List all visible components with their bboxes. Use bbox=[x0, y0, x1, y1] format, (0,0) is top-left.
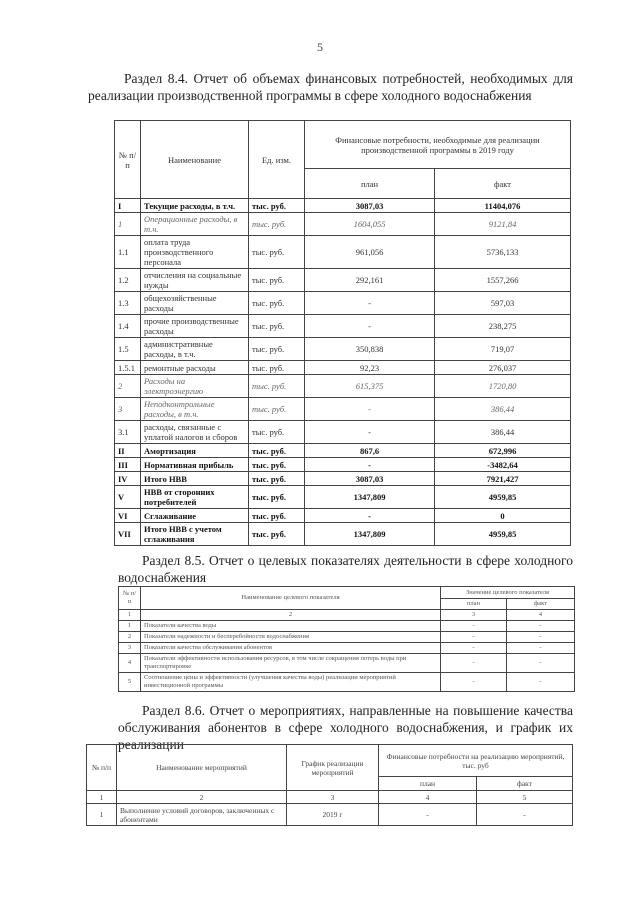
row-fact-value: 386,44 bbox=[435, 398, 571, 421]
row-plan-value: - bbox=[441, 654, 507, 673]
row-fact-value: - bbox=[507, 654, 575, 673]
section-8-4-heading: Раздел 8.4. Отчет об объемах финансовых потребностей, необходимых для реализации производственной программы в сфере холодного водоснабжения bbox=[88, 71, 573, 103]
row-number: 1.4 bbox=[115, 315, 141, 338]
table-row bbox=[115, 398, 571, 421]
table-row bbox=[115, 338, 571, 361]
row-name: ремонтные расходы bbox=[141, 361, 249, 375]
row-name: Показатели качества воды bbox=[141, 621, 441, 632]
row-plan-value: - bbox=[305, 458, 435, 472]
row-fact-value: 9121,84 bbox=[435, 213, 571, 236]
row-plan-value: 1604,055 bbox=[305, 213, 435, 236]
row-fact-value: 11404,076 bbox=[435, 199, 571, 213]
row-number: 1 bbox=[87, 804, 117, 826]
table-row bbox=[119, 654, 575, 673]
row-unit: тыс. руб. bbox=[249, 486, 305, 509]
row-number: IV bbox=[115, 472, 141, 486]
col-plan-header: план bbox=[305, 169, 435, 199]
row-fact-value: 597,03 bbox=[435, 292, 571, 315]
table-row bbox=[115, 199, 571, 213]
table-row bbox=[115, 269, 571, 292]
row-unit: тыс. руб. bbox=[249, 523, 305, 546]
row-fact-value: - bbox=[507, 643, 575, 654]
t2-col-fact-header: факт bbox=[507, 599, 575, 610]
row-fact-value: 0 bbox=[435, 509, 571, 523]
row-number: 1.2 bbox=[115, 269, 141, 292]
row-fact-value: 5736,133 bbox=[435, 236, 571, 269]
row-number: II bbox=[115, 444, 141, 458]
table-row bbox=[115, 472, 571, 486]
t3-index-cell: 3 bbox=[287, 791, 379, 804]
row-plan-value: 1347,809 bbox=[305, 523, 435, 546]
row-unit: тыс. руб. bbox=[249, 509, 305, 523]
row-name: Операционные расходы, в т.ч. bbox=[141, 213, 249, 236]
table-row bbox=[119, 673, 575, 692]
row-name: общехозяйственные расходы bbox=[141, 292, 249, 315]
row-plan-value: 3087,03 bbox=[305, 472, 435, 486]
row-unit: тыс. руб. bbox=[249, 292, 305, 315]
row-name: прочие производственные расходы bbox=[141, 315, 249, 338]
row-number: 4 bbox=[119, 654, 141, 673]
row-unit: тыс. руб. bbox=[249, 315, 305, 338]
row-fact-value: 4959,85 bbox=[435, 486, 571, 509]
row-plan-value: - bbox=[441, 643, 507, 654]
col-name-header: Наименование bbox=[141, 121, 249, 199]
table-row bbox=[115, 236, 571, 269]
table-row bbox=[115, 361, 571, 375]
table-row bbox=[115, 509, 571, 523]
row-name: Амортизация bbox=[141, 444, 249, 458]
col-fact-header: факт bbox=[435, 169, 571, 199]
financial-needs-table bbox=[114, 120, 571, 546]
row-name: административные расходы, в т.ч. bbox=[141, 338, 249, 361]
t3-index-row bbox=[87, 791, 573, 804]
row-fact-value: 238,275 bbox=[435, 315, 571, 338]
table-row bbox=[115, 375, 571, 398]
row-name: Показатели качества обслуживания абонентов bbox=[141, 643, 441, 654]
t2-col-group-header: Значение целевого показателя bbox=[441, 587, 575, 599]
row-name: отчисления на социальные нужды bbox=[141, 269, 249, 292]
table-row bbox=[115, 421, 571, 444]
row-unit: тыс. руб. bbox=[249, 375, 305, 398]
row-fact-value: - bbox=[507, 632, 575, 643]
row-plan-value: 867,6 bbox=[305, 444, 435, 458]
row-name: оплата труда производственного персонала bbox=[141, 236, 249, 269]
row-fact-value: - bbox=[507, 621, 575, 632]
row-plan-value: - bbox=[379, 804, 477, 826]
t3-index-cell: 2 bbox=[117, 791, 287, 804]
row-fact-value: 1720,80 bbox=[435, 375, 571, 398]
row-number: V bbox=[115, 486, 141, 509]
t3-col-fact-header: факт bbox=[477, 777, 573, 791]
row-number: 2 bbox=[115, 375, 141, 398]
row-unit: тыс. руб. bbox=[249, 398, 305, 421]
t3-index-cell: 1 bbox=[87, 791, 117, 804]
row-number: 1 bbox=[119, 621, 141, 632]
row-unit: тыс. руб. bbox=[249, 199, 305, 213]
activities-table bbox=[86, 744, 573, 826]
row-fact-value: -3482,64 bbox=[435, 458, 571, 472]
row-name: Показатели надежности и бесперебойности водоснабжения bbox=[141, 632, 441, 643]
row-plan-value: - bbox=[305, 421, 435, 444]
t2-col-name-header: Наименование целевого показателя bbox=[141, 587, 441, 610]
row-plan-value: 92,23 bbox=[305, 361, 435, 375]
row-name: Сглаживание bbox=[141, 509, 249, 523]
row-unit: тыс. руб. bbox=[249, 444, 305, 458]
t3-col-group-header: Финансовые потребности на реализацию мероприятий, тыс. руб bbox=[379, 745, 573, 777]
table-row bbox=[119, 632, 575, 643]
t3-col-name-header: Наименование мероприятий bbox=[117, 745, 287, 791]
row-schedule: 2019 г bbox=[287, 804, 379, 826]
row-plan-value: - bbox=[305, 315, 435, 338]
row-plan-value: - bbox=[305, 398, 435, 421]
row-number: 3 bbox=[115, 398, 141, 421]
row-unit: тыс. руб. bbox=[249, 361, 305, 375]
table-row bbox=[115, 523, 571, 546]
row-number: VI bbox=[115, 509, 141, 523]
t3-index-cell: 5 bbox=[477, 791, 573, 804]
row-plan-value: 3087,03 bbox=[305, 199, 435, 213]
t2-col-plan-header: план bbox=[441, 599, 507, 610]
t2-index-cell: 1 bbox=[119, 610, 141, 621]
target-indicators-table bbox=[118, 586, 575, 692]
t3-col-plan-header: план bbox=[379, 777, 477, 791]
row-fact-value: - bbox=[507, 673, 575, 692]
table-row bbox=[115, 444, 571, 458]
row-plan-value: 1347,809 bbox=[305, 486, 435, 509]
t2-index-cell: 2 bbox=[141, 610, 441, 621]
row-number: I bbox=[115, 199, 141, 213]
row-name: Нормативная прибыль bbox=[141, 458, 249, 472]
row-plan-value: 350,838 bbox=[305, 338, 435, 361]
row-number: 1.1 bbox=[115, 236, 141, 269]
row-unit: тыс. руб. bbox=[249, 458, 305, 472]
table-row bbox=[115, 292, 571, 315]
row-plan-value: - bbox=[305, 292, 435, 315]
t2-col-num-header: № п/п bbox=[119, 587, 141, 610]
row-name: Текущие расходы, в т.ч. bbox=[141, 199, 249, 213]
table-row bbox=[115, 458, 571, 472]
t2-index-cell: 4 bbox=[507, 610, 575, 621]
row-name: Соотношение цены и эффективности (улучшения качества воды) реализации мероприятий инвестиционной программы bbox=[141, 673, 441, 692]
row-unit: тыс. руб. bbox=[249, 338, 305, 361]
row-number: 3.1 bbox=[115, 421, 141, 444]
row-number: 5 bbox=[119, 673, 141, 692]
section-8-6-heading: Раздел 8.6. Отчет о мероприятиях, направленные на повышение качества обслуживания абонентов в сфере холодного водоснабжения, и график их реализации bbox=[118, 703, 573, 752]
section-8-5-heading: Раздел 8.5. Отчет о целевых показателях деятельности в сфере холодного водоснабжения bbox=[118, 553, 573, 585]
row-plan-value: - bbox=[305, 509, 435, 523]
row-name: расходы, связанные с уплатой налогов и сборов bbox=[141, 421, 249, 444]
row-name: Показатели эффективности использования ресурсов, в том числе сокращения потерь воды при транспортировке bbox=[141, 654, 441, 673]
row-name: Выполнение условий договоров, заключенных с абонентами bbox=[117, 804, 287, 826]
row-name: Итого НВВ с учетом сглаживания bbox=[141, 523, 249, 546]
row-plan-value: - bbox=[441, 673, 507, 692]
row-name: Итого НВВ bbox=[141, 472, 249, 486]
row-plan-value: 292,161 bbox=[305, 269, 435, 292]
row-unit: тыс. руб. bbox=[249, 213, 305, 236]
row-number: 3 bbox=[119, 643, 141, 654]
table-row bbox=[119, 643, 575, 654]
t3-col-num-header: № п/п bbox=[87, 745, 117, 791]
row-unit: тыс. руб. bbox=[249, 421, 305, 444]
row-number: III bbox=[115, 458, 141, 472]
row-fact-value: 672,996 bbox=[435, 444, 571, 458]
t3-index-cell: 4 bbox=[379, 791, 477, 804]
col-group-header: Финансовые потребности, необходимые для реализации производственной программы в 2019 году bbox=[305, 121, 571, 169]
row-fact-value: 386,44 bbox=[435, 421, 571, 444]
row-fact-value: 276,037 bbox=[435, 361, 571, 375]
col-num-header: № п/п bbox=[115, 121, 141, 199]
table-row bbox=[115, 486, 571, 509]
row-fact-value: 4959,85 bbox=[435, 523, 571, 546]
t3-col-schedule-header: График реализации мероприятий bbox=[287, 745, 379, 791]
row-plan-value: 615,375 bbox=[305, 375, 435, 398]
row-name: НВВ от сторонних потребителей bbox=[141, 486, 249, 509]
table-row bbox=[115, 315, 571, 338]
row-number: 2 bbox=[119, 632, 141, 643]
row-unit: тыс. руб. bbox=[249, 236, 305, 269]
row-number: 1.5 bbox=[115, 338, 141, 361]
row-number: 1.3 bbox=[115, 292, 141, 315]
col-unit-header: Ед. изм. bbox=[249, 121, 305, 199]
row-number: 1 bbox=[115, 213, 141, 236]
table-row bbox=[115, 213, 571, 236]
table-row bbox=[87, 804, 573, 826]
row-fact-value: 1557,266 bbox=[435, 269, 571, 292]
row-plan-value: - bbox=[441, 621, 507, 632]
row-unit: тыс. руб. bbox=[249, 472, 305, 486]
row-plan-value: - bbox=[441, 632, 507, 643]
page-number: 5 bbox=[317, 40, 323, 54]
row-unit: тыс. руб. bbox=[249, 269, 305, 292]
row-name: Расходы на электроэнергию bbox=[141, 375, 249, 398]
t2-index-row bbox=[119, 610, 575, 621]
table-row bbox=[119, 621, 575, 632]
row-name: Неподконтрольные расходы, в т.ч. bbox=[141, 398, 249, 421]
row-plan-value: 961,056 bbox=[305, 236, 435, 269]
row-fact-value: 719,07 bbox=[435, 338, 571, 361]
row-number: VII bbox=[115, 523, 141, 546]
t2-index-cell: 3 bbox=[441, 610, 507, 621]
row-fact-value: - bbox=[477, 804, 573, 826]
row-number: 1.5.1 bbox=[115, 361, 141, 375]
row-fact-value: 7921,427 bbox=[435, 472, 571, 486]
